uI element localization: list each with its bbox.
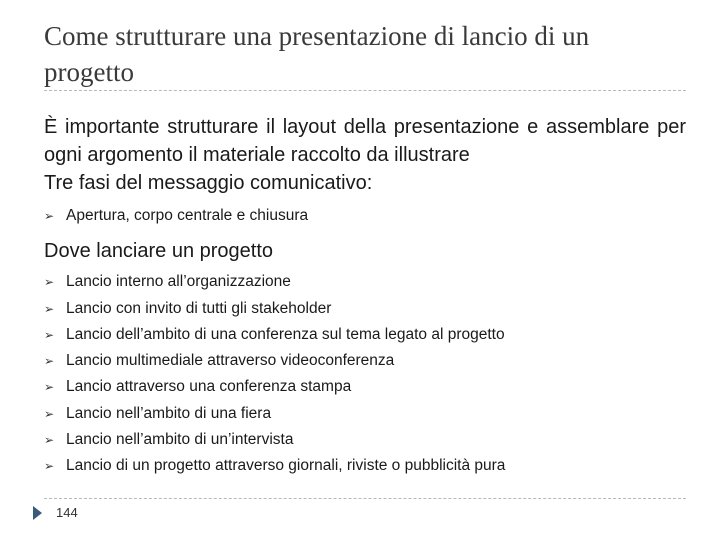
list-item-text: Lancio nell’ambito di un’intervista	[66, 431, 294, 449]
phases-heading: Tre fasi del messaggio comunicativo:	[44, 172, 373, 194]
list-item-text: Lancio dell’ambito di una conferenza sul tema legato al progetto	[66, 325, 505, 343]
list-item	[44, 203, 686, 229]
list-item	[44, 322, 686, 348]
list-item	[44, 427, 686, 453]
page-marker-icon	[33, 506, 42, 520]
page-number: 144	[56, 505, 78, 520]
arrow-right-icon: ➢	[44, 354, 55, 369]
title-divider	[44, 90, 686, 91]
arrow-right-icon: ➢	[44, 327, 55, 342]
list-item-text: Lancio nell’ambito di una fiera	[66, 404, 272, 422]
intro-paragraph: È importante strutturare il layout della presentazione e assemblare per ogni argomento il materiale raccolto da illustrare	[44, 116, 686, 166]
footer-divider	[44, 498, 686, 499]
phases-list	[44, 203, 686, 229]
list-item-text: Apertura, corpo centrale e chiusura	[66, 207, 309, 224]
list-item	[44, 401, 686, 427]
slide-title: Come strutturare una presentazione di lancio di un progetto	[44, 21, 590, 87]
list-item	[44, 269, 686, 295]
list-item	[44, 374, 686, 400]
list-item	[44, 296, 686, 322]
arrow-right-icon: ➢	[44, 275, 55, 290]
where-list	[44, 269, 686, 479]
arrow-right-icon: ➢	[44, 301, 55, 316]
arrow-right-icon: ➢	[44, 459, 55, 474]
where-heading: Dove lanciare un progetto	[44, 240, 274, 263]
arrow-right-icon: ➢	[44, 209, 55, 223]
list-item-text: Lancio attraverso una conferenza stampa	[66, 378, 352, 396]
arrow-right-icon: ➢	[44, 433, 55, 448]
arrow-right-icon: ➢	[44, 380, 55, 395]
list-item-text: Lancio multimediale attraverso videoconferenza	[66, 352, 395, 370]
list-item-text: Lancio con invito di tutti gli stakeholder	[66, 299, 332, 317]
list-item	[44, 348, 686, 374]
list-item-text: Lancio di un progetto attraverso giornali, riviste o pubblicità pura	[66, 457, 506, 475]
arrow-right-icon: ➢	[44, 406, 55, 421]
list-item	[44, 453, 686, 479]
list-item-text: Lancio interno all’organizzazione	[66, 273, 291, 291]
slide-content	[44, 113, 686, 480]
